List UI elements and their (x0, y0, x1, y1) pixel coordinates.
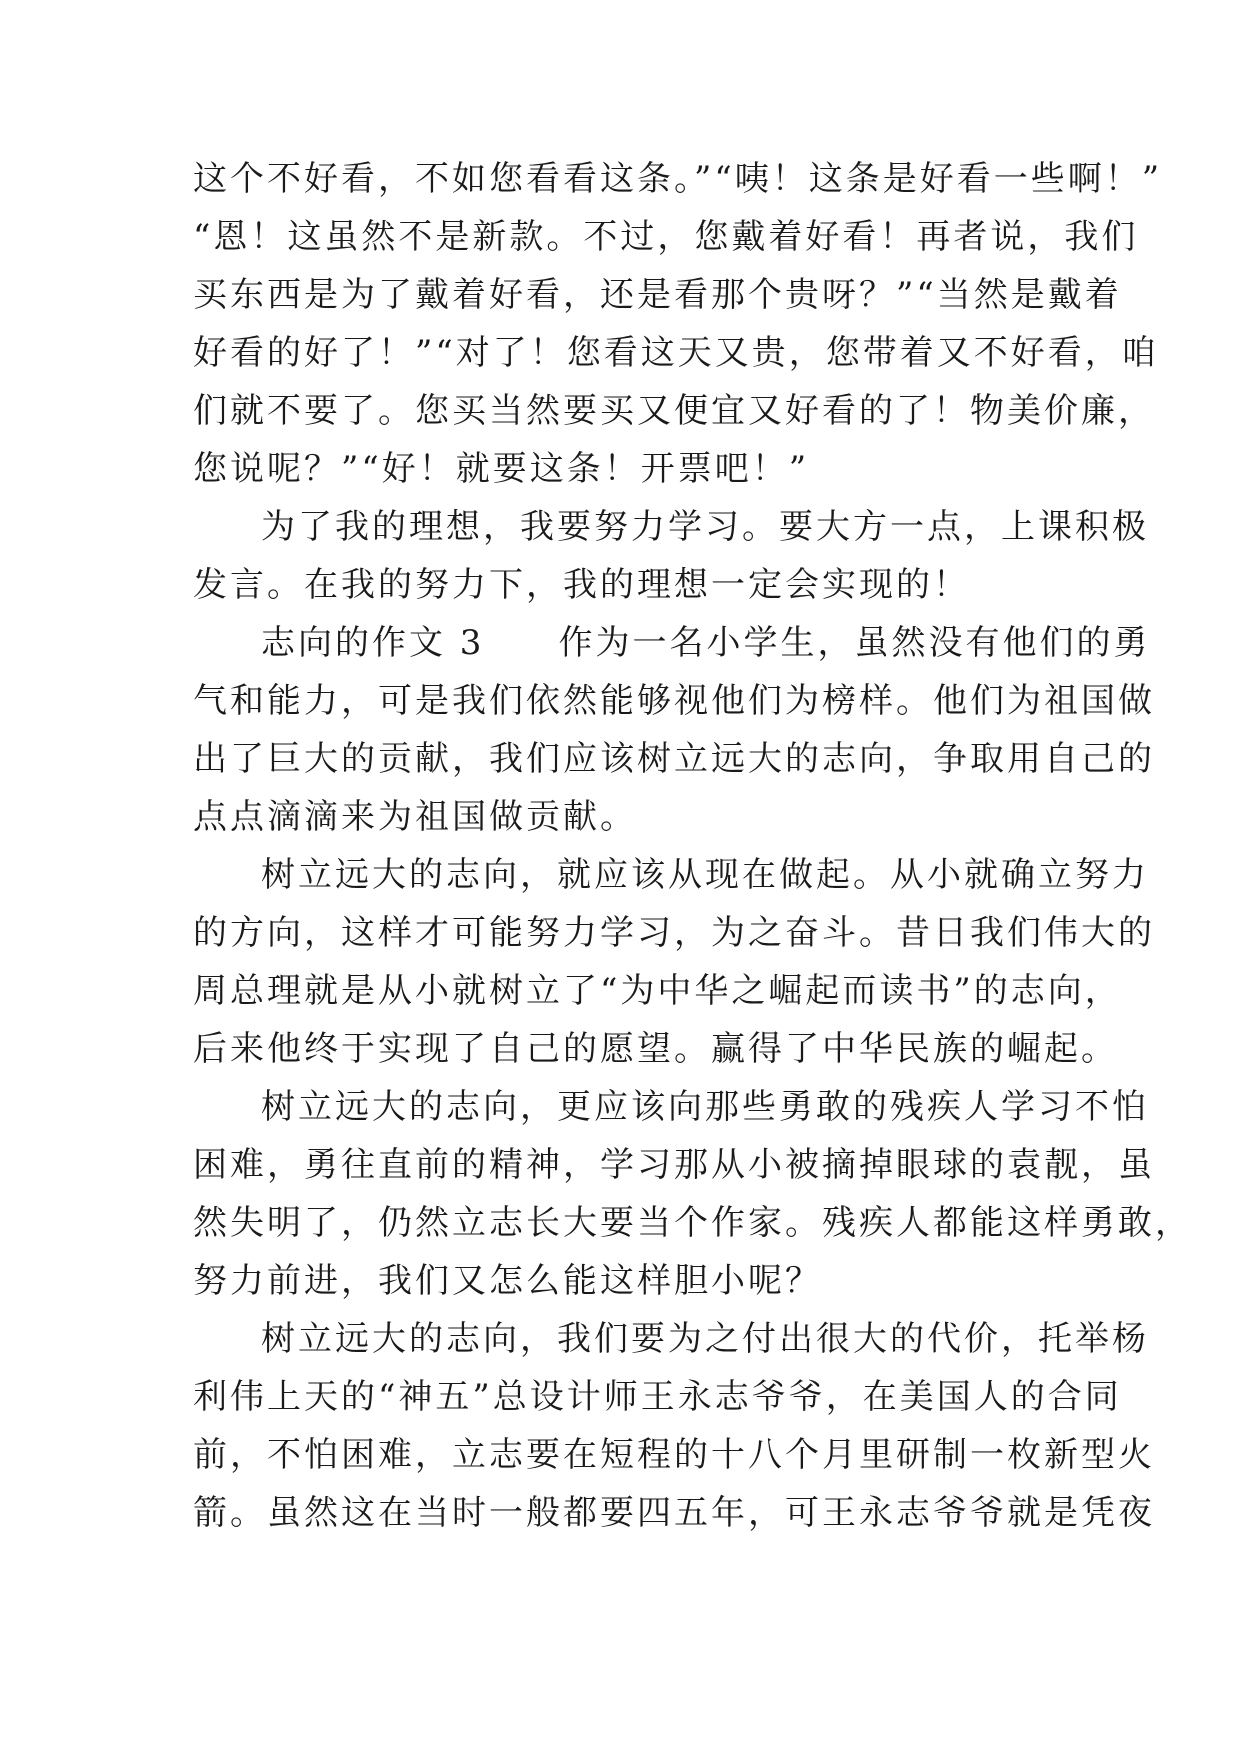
text-line: 这个不好看，不如您看看这条。”“咦！这条是好看一些啊！” (193, 159, 1163, 199)
paragraph-2 (193, 498, 1149, 614)
paragraph-4 (193, 846, 1155, 1078)
text-line: 箭。虽然这在当时一般都要四五年，可王永志爷爷就是凭夜 (193, 1493, 1155, 1533)
text-line: 您说呢？”“好！就要这条！开票吧！” (193, 449, 810, 489)
text-line: 好看的好了！”“对了！您看这天又贵，您带着又不好看，咱 (193, 333, 1159, 373)
text-line: 出了巨大的贡献，我们应该树立远大的志向，争取用自己的 (193, 739, 1155, 779)
text-line: 然失明了，仍然立志长大要当个作家。残疾人都能这样勇敢， (193, 1203, 1192, 1243)
text-line: 为了我的理想，我要努力学习。要大方一点，上课积极 (261, 507, 1149, 547)
text-line: 树立远大的志向，就应该从现在做起。从小就确立努力 (261, 855, 1149, 895)
paragraph-1 (193, 150, 1163, 498)
text-line: 树立远大的志向，更应该向那些勇敢的残疾人学习不怕 (261, 1087, 1149, 1127)
text-line: “恩！这虽然不是新款。不过，您戴着好看！再者说，我们 (193, 217, 1139, 257)
text-line: 困难，勇往直前的精神，学习那从小被摘掉眼球的袁靓，虽 (193, 1145, 1155, 1185)
text-line: 利伟上天的“神五”总设计师王永志爷爷，在美国人的合同 (193, 1377, 1122, 1417)
paragraph-6 (193, 1310, 1155, 1542)
text-line: 点点滴滴来为祖国做贡献。 (193, 797, 637, 837)
text-line: 后来他终于实现了自己的愿望。赢得了中华民族的崛起。 (193, 1029, 1118, 1069)
text-line: 努力前进，我们又怎么能这样胆小呢？ (193, 1261, 822, 1301)
text-line: 树立远大的志向，我们要为之付出很大的代价，托举杨 (261, 1319, 1149, 1359)
text-line: 气和能力，可是我们依然能够视他们为榜样。他们为祖国做 (193, 681, 1155, 721)
text-line: 周总理就是从小就树立了“为中华之崛起而读书”的志向， (193, 971, 1122, 1011)
text-line: 前，不怕困难，立志要在短程的十八个月里研制一枚新型火 (193, 1435, 1155, 1475)
text-line: 的方向，这样才可能努力学习，为之奋斗。昔日我们伟大的 (193, 913, 1155, 953)
paragraph-5 (193, 1078, 1192, 1310)
document-body (193, 150, 1192, 1542)
paragraph-3 (193, 614, 1155, 846)
text-line: 志向的作文 3 作为一名小学生，虽然没有他们的勇 (261, 623, 1151, 663)
text-line: 买东西是为了戴着好看，还是看那个贵呀？”“当然是戴着 (193, 275, 1122, 315)
text-line: 们就不要了。您买当然要买又便宜又好看的了！物美价廉， (193, 391, 1155, 431)
text-line: 发言。在我的努力下，我的理想一定会实现的！ (193, 565, 970, 605)
